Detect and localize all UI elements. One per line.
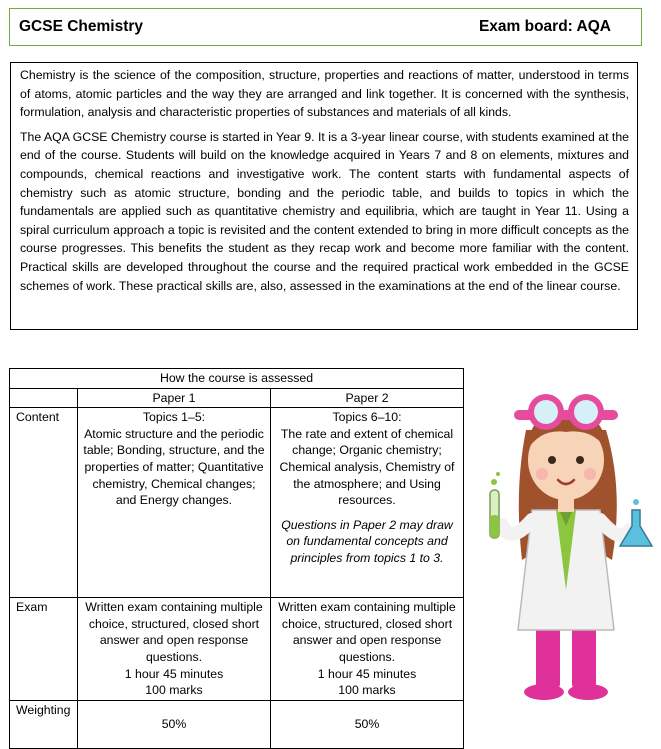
table-caption: How the course is assessed	[10, 369, 464, 389]
paper2-content-title: Topics 6–10:	[332, 410, 402, 425]
intro-paragraph: Chemistry is the science of the composition, structure, properties and reactions of matter, understood in terms of atoms, atomic particles and the way they are arranged and link together. It is concerned with the synthesis, formulation, analysis and characteristic properties of substances and materials of all kinds.	[20, 68, 629, 120]
paper2-note: Questions in Paper 2 may draw on fundamental concepts and principles from topics 1 to 3.	[281, 517, 453, 565]
table-row	[10, 408, 464, 598]
page-title: GCSE Chemistry	[19, 18, 144, 35]
intro-box	[10, 62, 638, 330]
paper1-content-title: Topics 1–5:	[142, 410, 206, 425]
scientist-girl-icon	[474, 370, 659, 710]
paper2-content-cell	[271, 408, 464, 598]
paper1-content-cell	[78, 408, 271, 598]
page-header	[9, 8, 642, 46]
paper1-exam-cell	[78, 598, 271, 701]
paper2-exam: Written exam containing multiple choice, structured, closed short answer and open response questions.	[278, 600, 456, 664]
content-label: Content	[10, 408, 78, 598]
paper1-marks: 100 marks	[145, 683, 203, 698]
paper2-weighting: 50%	[271, 700, 464, 748]
paper1-content: Atomic structure and the periodic table; Bonding, structure, and the properties of matter; Quantitative chemistry, Chemical changes; and Energy changes.	[83, 426, 265, 508]
paper2-content: The rate and extent of chemical change; Organic chemistry; Chemical analysis, Chemistry of the atmosphere; and Using resources.	[279, 426, 455, 508]
exam-label: Exam	[10, 598, 78, 701]
paper1-exam: Written exam containing multiple choice, structured, closed short answer and open response questions.	[85, 600, 263, 664]
paper1-weighting: 50%	[78, 700, 271, 748]
table-row	[10, 598, 464, 701]
empty-cell	[10, 388, 78, 408]
table-row	[10, 388, 464, 408]
paper2-marks: 100 marks	[338, 683, 396, 698]
table-row	[10, 700, 464, 748]
paper2-duration: 1 hour 45 minutes	[317, 666, 417, 681]
intro-paragraph: The AQA GCSE Chemistry course is started in Year 9. It is a 3-year linear course, with students examined at the end of the course. Students will build on the knowledge acquired in Years 7 and 8 on elements, mixtures and compounds, chemical reactions and investigative work. The content starts with fundamental aspects of chemistry such as atomic structure, bonding and the periodic table, and builds to topics in which the fundamentals are applied such as quantitative chemistry and equilibria, which are taught in Year 11. Using a spiral curriculum approach a topic is revisited and the content extended to bring in more difficult concepts as the course progresses. This benefits the student as they recap work and become more familiar with the content. Practical skills are developed throughout the course and the required practical work embedded in the GCSE schemes of work. These practical skills are, also, assessed in the examinations at the end of the linear course.	[20, 129, 629, 293]
table-row	[10, 369, 464, 389]
paper2-exam-cell	[271, 598, 464, 701]
paper1-duration: 1 hour 45 minutes	[124, 666, 224, 681]
paper2-header: Paper 2	[271, 388, 464, 408]
exam-board: Exam board: AQA	[478, 18, 611, 35]
assessment-table	[9, 368, 464, 749]
weighting-label: Weighting	[10, 700, 78, 748]
paper1-header: Paper 1	[78, 388, 271, 408]
